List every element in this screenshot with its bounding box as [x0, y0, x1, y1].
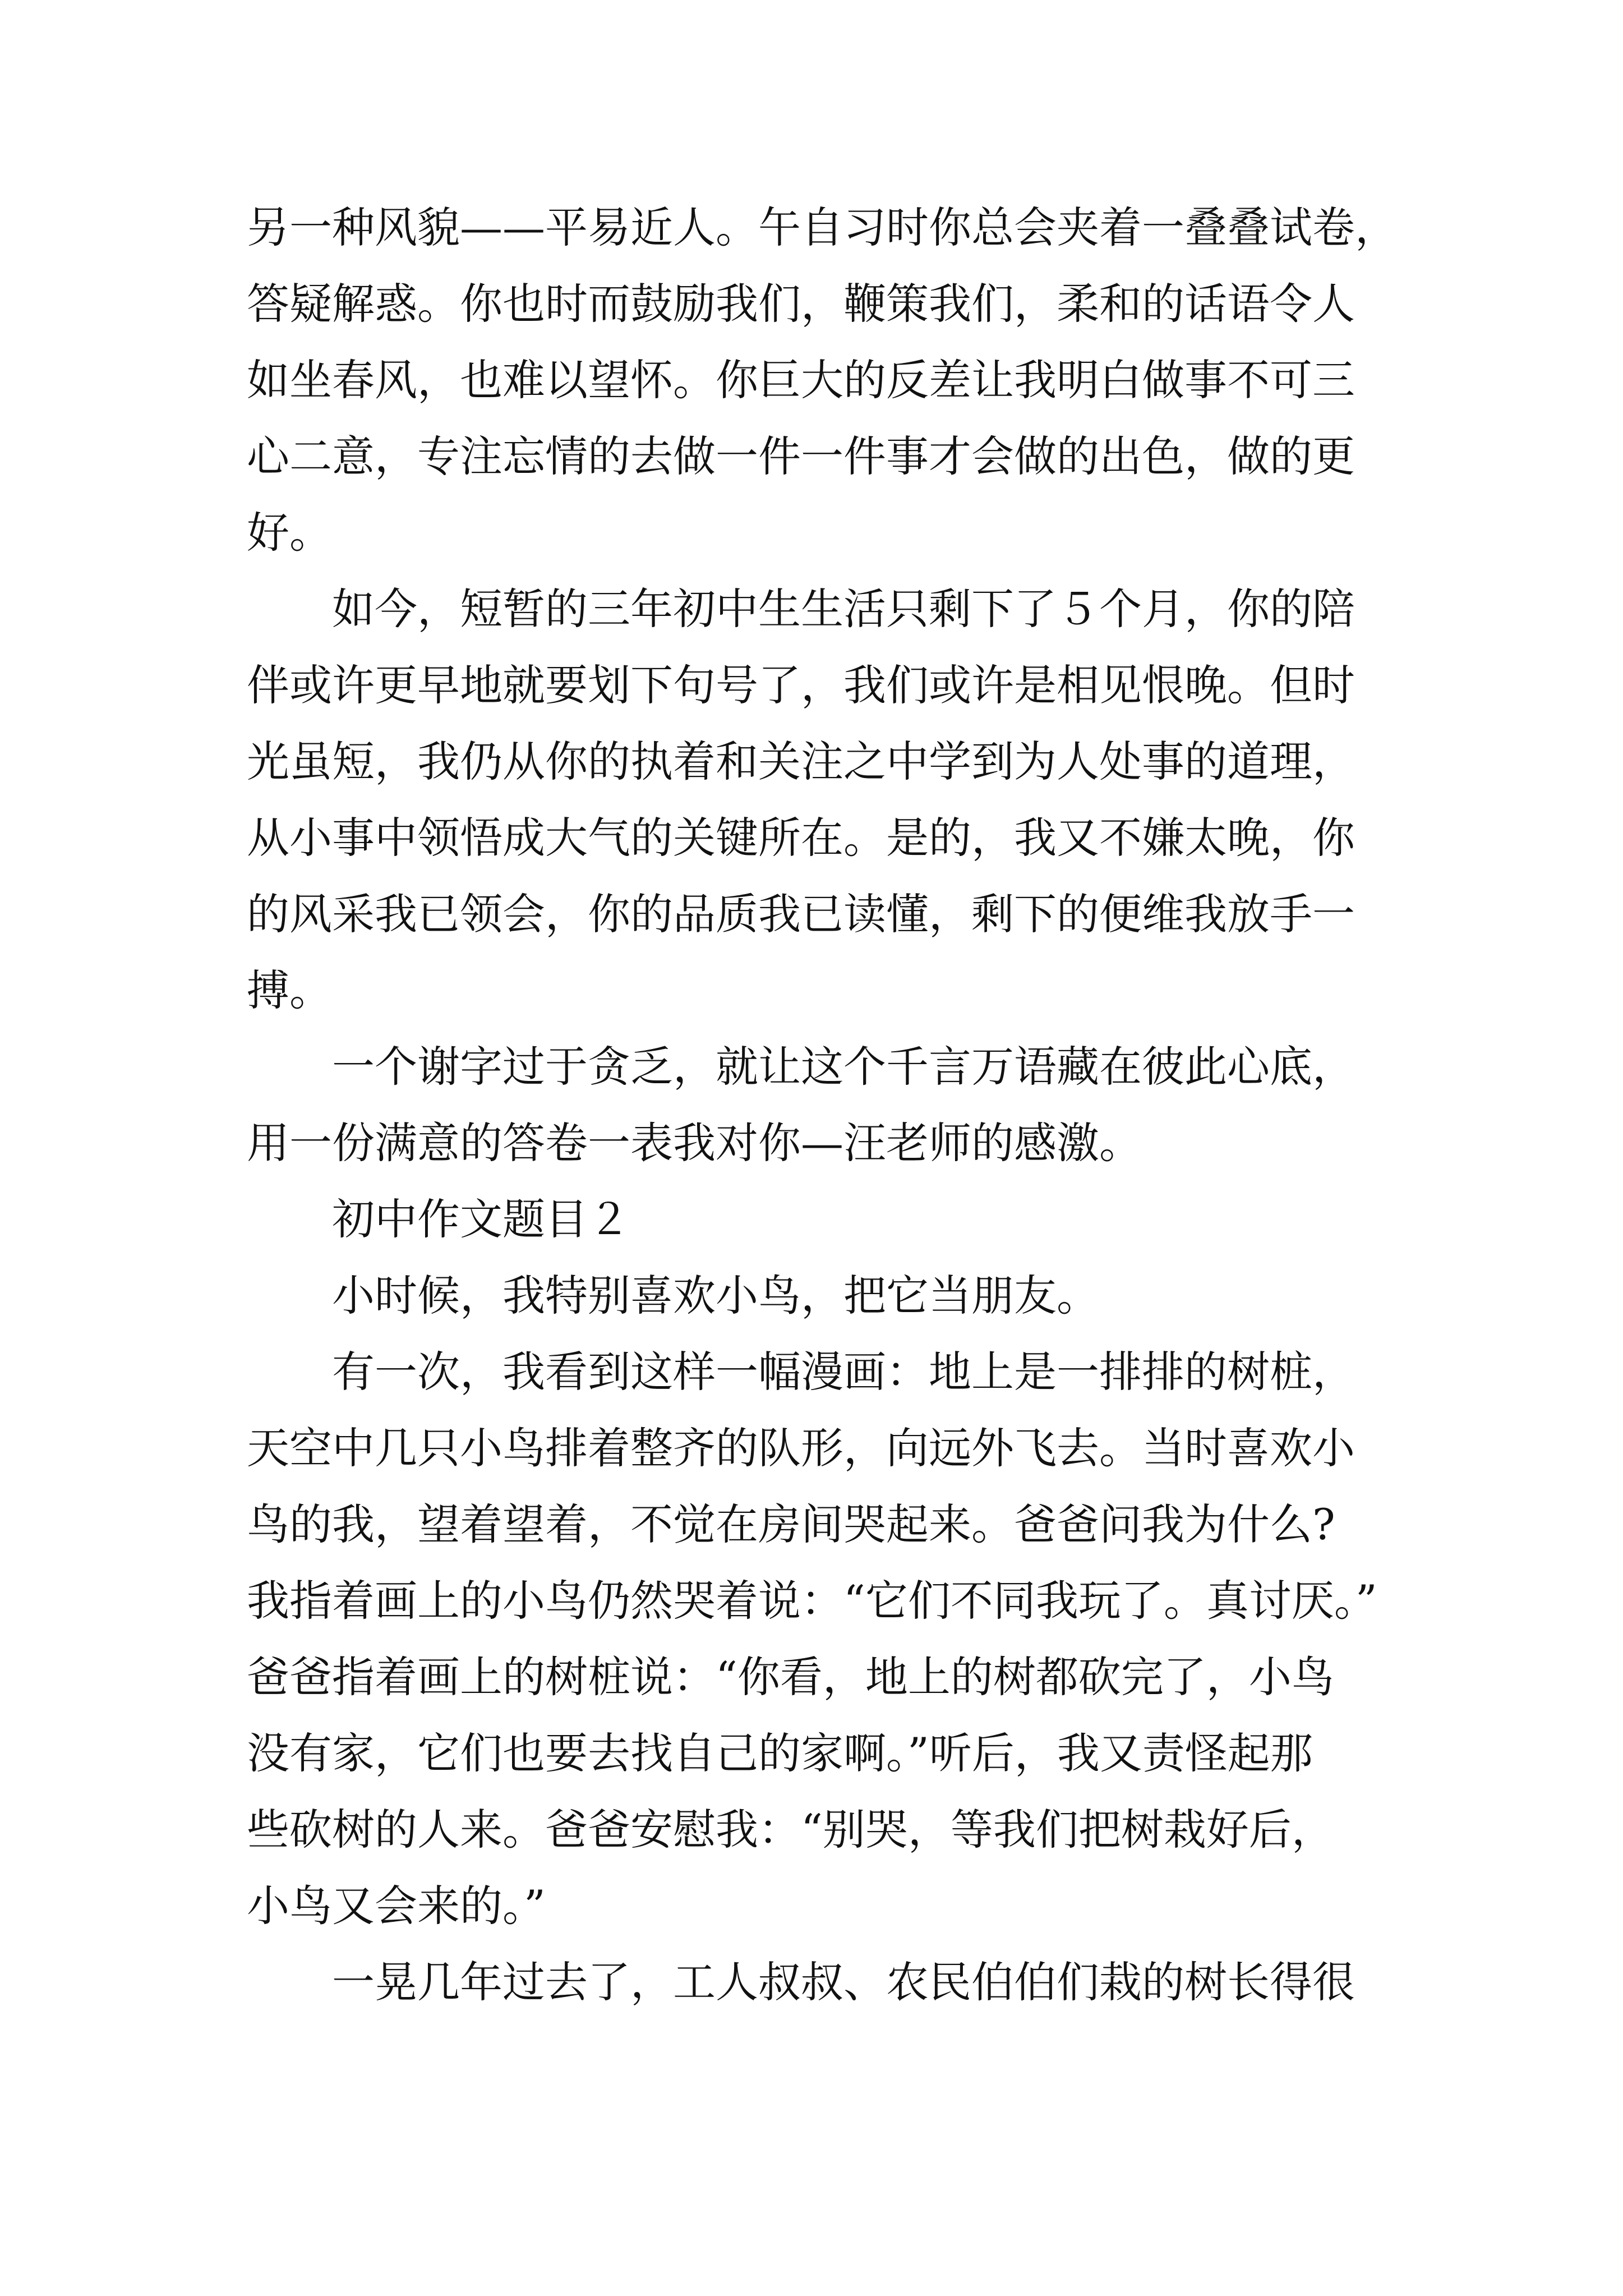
text-line: 一晃几年过去了，工人叔叔、农民伯伯们栽的树长得很	[332, 1957, 1355, 2007]
text-line: 小时候，我特别喜欢小鸟，把它当朋友。	[332, 1271, 1099, 1320]
text-line: 用一份满意的答卷一表我对你—汪老师的感激。	[247, 1118, 1142, 1168]
text-line: 好。	[247, 508, 332, 558]
text-line: 另一种风貌——平易近人。午自习时你总会夹着一叠叠试卷，	[247, 203, 1398, 252]
text-line: 的风采我已领会，你的品质我已读懂，剩下的便维我放手一	[247, 889, 1355, 939]
body-text	[247, 190, 1447, 2021]
text-line: 光虽短，我仍从你的执着和关注之中学到为人处事的道理，	[247, 737, 1355, 786]
text-line: 伴或许更早地就要划下句号了，我们或许是相见恨晚。但时	[247, 660, 1355, 710]
text-line: 天空中几只小鸟排着整齐的队形，向远外飞去。当时喜欢小	[247, 1423, 1355, 1473]
text-line: 如今，短暂的三年初中生生活只剩下了５个月，你的陪	[332, 584, 1355, 634]
text-line: 如坐春风，也难以望怀。你巨大的反差让我明白做事不可三	[247, 355, 1355, 405]
text-line: 些砍树的人来。爸爸安慰我：“别哭，等我们把树栽好后，	[247, 1805, 1334, 1855]
section-heading: 初中作文题目２	[332, 1194, 630, 1244]
text-line: 爸爸指着画上的树桩说：“你看，地上的树都砍完了，小鸟	[247, 1652, 1334, 1702]
text-line: 有一次，我看到这样一幅漫画：地上是一排排的树桩，	[332, 1347, 1355, 1397]
text-line: 一个谢字过于贪乏，就让这个千言万语藏在彼此心底，	[332, 1042, 1355, 1092]
text-line: 答疑解惑。你也时而鼓励我们，鞭策我们，柔和的话语令人	[247, 279, 1355, 329]
text-line: 搏。	[247, 965, 332, 1015]
text-line: 没有家，它们也要去找自己的家啊。”听后，我又责怪起那	[247, 1728, 1313, 1778]
text-line: 心二意，专注忘情的去做一件一件事才会做的出色，做的更	[247, 431, 1355, 481]
text-line: 从小事中领悟成大气的关键所在。是的，我又不嫌太晚，你	[247, 813, 1355, 863]
text-line: 我指着画上的小鸟仍然哭着说：“它们不同我玩了。真讨厌。”	[247, 1576, 1377, 1626]
text-line: 鸟的我，望着望着，不觉在房间哭起来。爸爸问我为什么?	[247, 1499, 1335, 1549]
text-line: 小鸟又会来的。”	[247, 1881, 546, 1931]
